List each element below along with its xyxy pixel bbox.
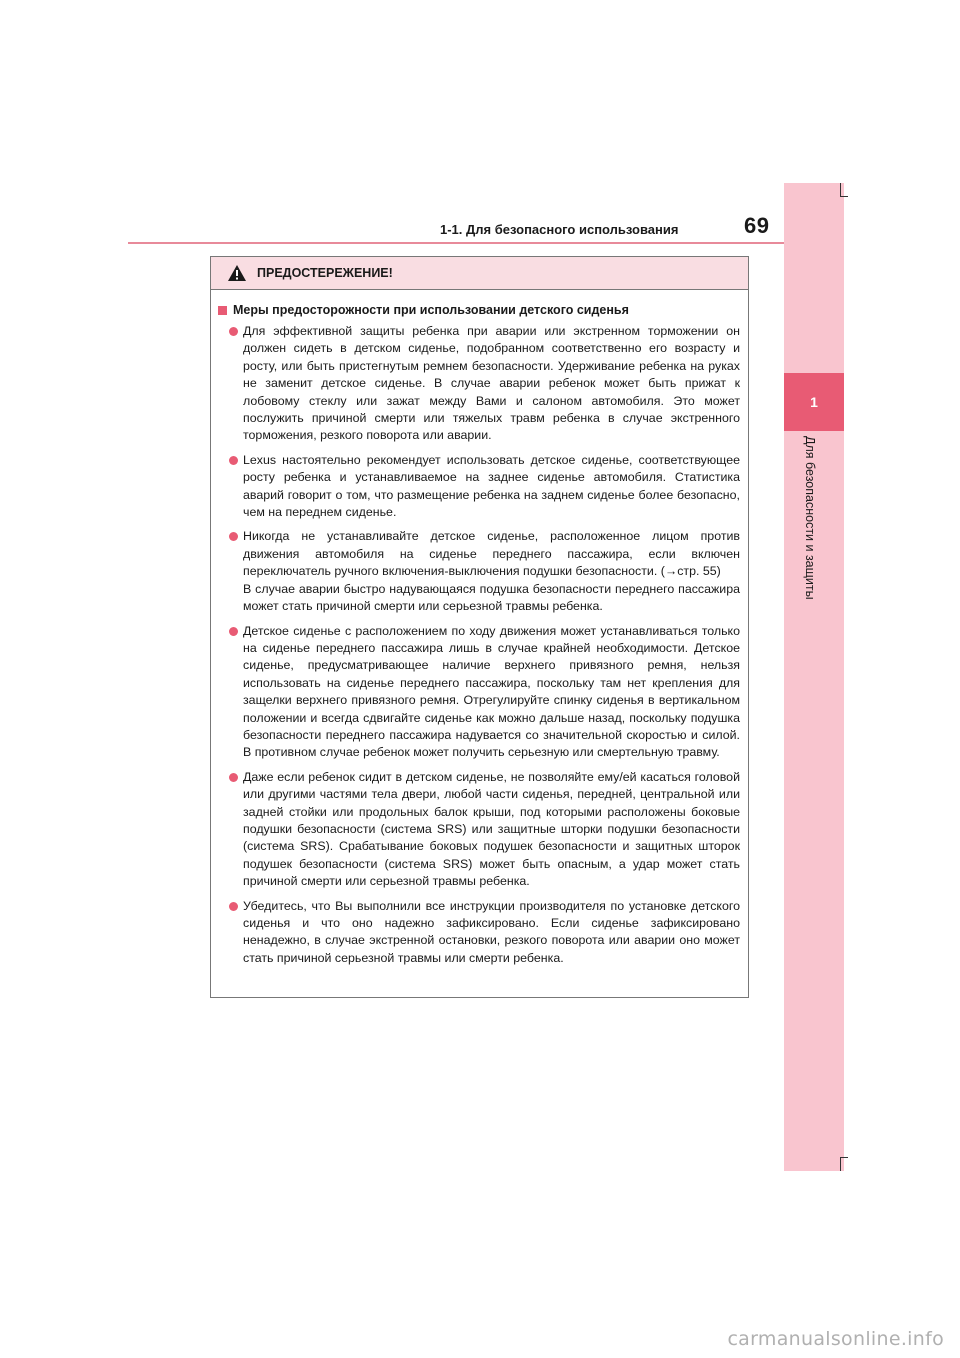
circle-bullet-icon	[229, 627, 238, 636]
subheading-text: Меры предосторожности при использовании детского сиденья	[233, 303, 629, 317]
square-bullet-icon	[218, 306, 227, 315]
warning-box	[210, 256, 749, 998]
warning-title: ПРЕДОСТЕРЕЖЕНИЕ!	[257, 266, 393, 280]
item-text: Даже если ребенок сидит в детском сиденье, не позволяйте ему/ей касаться головой или другими частями тела двери, любой части сиденья, передней, центральной или задней стойки или продольных балок крыши, под которыми расположены боковые подушки безопасности (система SRS) или защитные шторки подушки безопасности (система SRS). Срабатывание боковых подушек безопасности и защитных шторок подушек безопасности (система SRS) может быть опасным, а удар может стать причиной смерти или серьезной травмы ребенка.	[243, 769, 740, 889]
circle-bullet-icon	[229, 532, 238, 541]
circle-bullet-icon	[229, 902, 238, 911]
item-extra-text: В случае аварии быстро надувающаяся подушка безопасности переднего пассажира может стать причиной смерти или серьезной травмы ребенка.	[243, 581, 740, 614]
watermark: carmanualsonline.info	[727, 1328, 944, 1350]
list-item	[229, 452, 740, 522]
item-text: Lexus настоятельно рекомендует использовать детское сиденье, соответствующее росту ребенка и устанавливаемое на заднее сиденье автомобиля. Статистика аварий говорит о том, что размещение ребенка на заднем сиденье более безопасно, чем на переднем сиденье.	[243, 452, 740, 520]
list-item	[229, 528, 740, 615]
crop-mark-bottom	[840, 1157, 841, 1171]
crop-mark-top-h	[840, 196, 848, 197]
list-item	[229, 323, 740, 445]
crop-mark-bottom-h	[840, 1157, 848, 1158]
item-text: Для эффективной защиты ребенка при аварии или экстренном торможении он должен сидеть в детском сиденье, подобранном соответственно его возрасту и росту, или быть пристегнутым ремнем безопасности. Удерживание ребенка на руках не заменит детское сиденье. В случае аварии ребенок может быть прижат к лобовому стеклу или зажат между Вами и салоном автомобиля. Это может послужить причиной смерти или тяжелых травм ребенка в случае экстренного торможения, резкого поворота или аварии.	[243, 324, 740, 443]
list-item	[229, 623, 740, 762]
warning-header	[211, 257, 748, 290]
chapter-label: Для безопасности и защиты	[803, 436, 817, 600]
crop-mark-top	[840, 183, 841, 197]
item-text: Детское сиденье с расположением по ходу движения может устанавливаться только на сиденье переднего пассажира лишь в случае крайней необходимости. Детское сиденье, предусматривающее наличие верхнего привязного ремня, нельзя использовать на сиденье переднего пассажира, поскольку там нет крепления для защелки верхнего привязного ремня. Отрегулируйте спинку сиденья в вертикальном положении и всегда сдвигайте сиденье как можно дальше назад, поскольку подушка безопасности переднего пассажира надувается со значительной скоростью и силой. В противном случае ребенок может получить серьезную или смертельную травму.	[243, 623, 740, 760]
chapter-number: 1	[784, 373, 844, 431]
circle-bullet-icon	[229, 456, 238, 465]
item-text: Убедитесь, что Вы выполнили все инструкции производителя по установке детского сиденья и что оно надежно зафиксировано. Если сиденье зафиксировано ненадежно, в случае экстренной остановки, резкого поворота или аварии оно может стать причиной серьезной травмы или смерти ребенка.	[243, 898, 740, 965]
list-item	[229, 898, 740, 968]
circle-bullet-icon	[229, 773, 238, 782]
warning-subheading	[218, 303, 748, 317]
warning-triangle-icon	[227, 264, 247, 282]
item-text: Никогда не устанавливайте детское сиденье, расположенное лицом против движения автомобиля на сиденье переднего пассажира, если включен переключатель ручного включения-выключения подушки безопасности. (→стр. 55)	[243, 529, 740, 579]
circle-bullet-icon	[229, 327, 238, 336]
header-divider	[128, 242, 784, 244]
chapter-side-tab	[784, 183, 844, 1171]
section-title: 1-1. Для безопасного использования	[440, 222, 679, 237]
page-number: 69	[744, 213, 770, 238]
list-item	[229, 769, 740, 891]
warning-list	[229, 323, 740, 967]
